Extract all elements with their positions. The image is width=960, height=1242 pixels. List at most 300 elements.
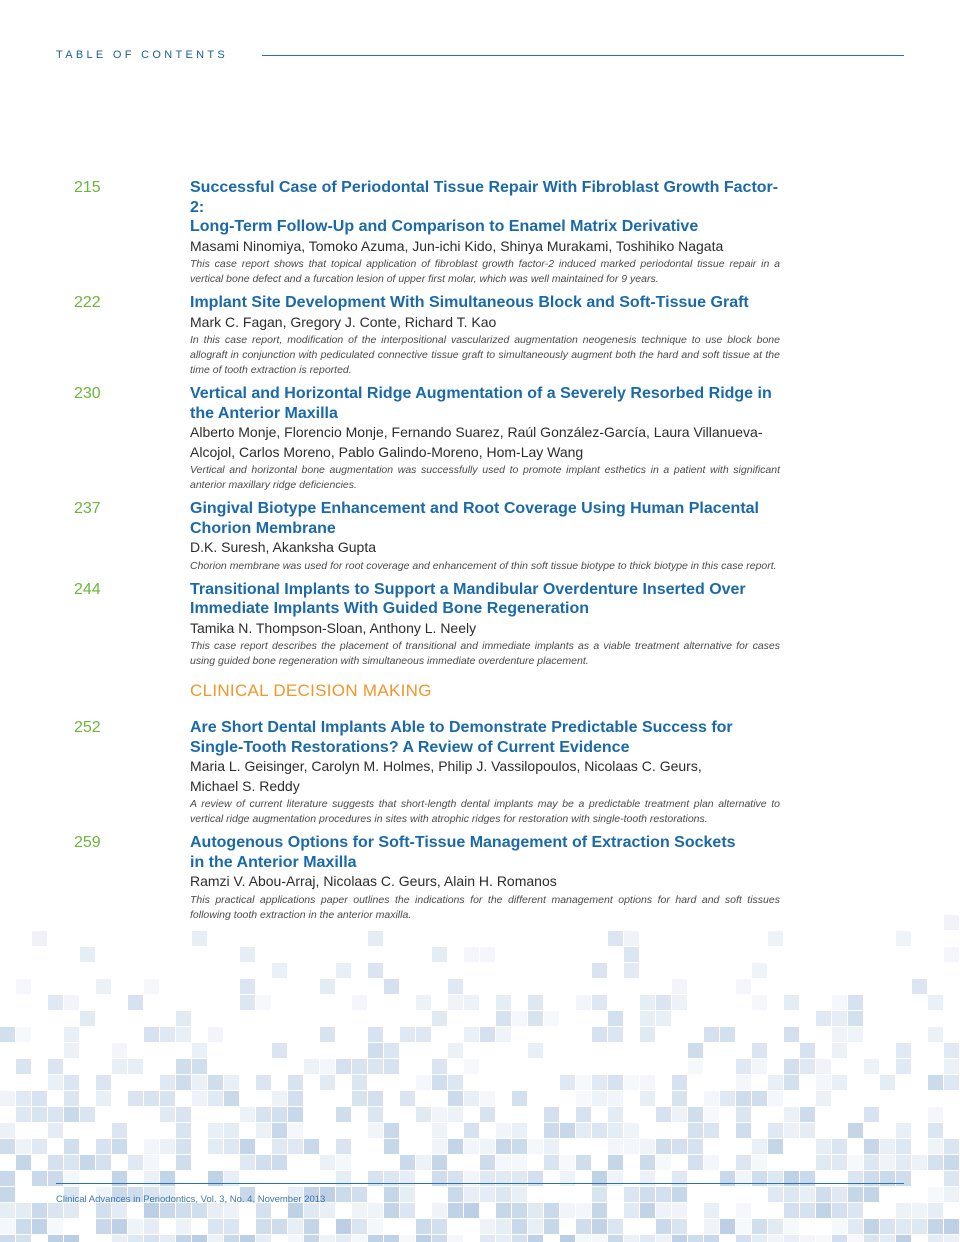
mosaic-tile [128,1091,143,1106]
mosaic-tile [704,1219,719,1234]
mosaic-tile [256,995,271,1010]
mosaic-tile [240,1235,255,1242]
mosaic-tile [336,1059,351,1074]
mosaic-tile [160,1075,175,1090]
entry-body [190,499,780,574]
mosaic-tile [272,1219,287,1234]
mosaic-tile [816,1059,831,1074]
mosaic-tile [384,979,399,994]
mosaic-tile [320,1059,335,1074]
page-number[interactable]: 259 [74,834,101,851]
footer-citation: Clinical Advances in Periodontics, Vol. 3, No. 4, November 2013 [56,1194,326,1205]
mosaic-tile [400,1027,415,1042]
mosaic-tile [544,1011,559,1026]
mosaic-tile [368,1107,383,1122]
mosaic-tile [192,1075,207,1090]
mosaic-tile [496,995,511,1010]
mosaic-tile [784,1203,799,1218]
mosaic-tile [896,1203,911,1218]
mosaic-tile [80,1107,95,1122]
mosaic-tile [192,1043,207,1058]
mosaic-tile [64,1091,79,1106]
mosaic-tile [640,1011,655,1026]
mosaic-tile [720,1091,735,1106]
mosaic-tile [512,1203,527,1218]
mosaic-tile [272,1107,287,1122]
mosaic-tile [432,1139,447,1154]
mosaic-tile [528,1043,543,1058]
mosaic-tile [768,1139,783,1154]
mosaic-tile [208,1091,223,1106]
mosaic-tile [656,1235,671,1242]
mosaic-tile [512,1155,527,1170]
mosaic-tile [448,995,463,1010]
page-number[interactable]: 244 [74,580,101,598]
mosaic-tile [480,1107,495,1122]
mosaic-tile [496,1027,511,1042]
mosaic-tile [16,1139,31,1154]
mosaic-tile [672,1139,687,1154]
mosaic-tile [448,1075,463,1090]
mosaic-tile [176,1011,191,1026]
article-title[interactable]: Vertical and Horizontal Ridge Augmentation of a Severely Resorbed Ridge in the Anterior Maxilla [190,385,772,422]
mosaic-tile [224,1139,239,1154]
mosaic-tile [496,1155,511,1170]
mosaic-tile [672,1235,687,1242]
mosaic-tile [144,1219,159,1234]
mosaic-tile [64,1075,79,1090]
mosaic-tile [640,1235,655,1242]
section-heading: CLINICAL DECISION MAKING [190,681,432,700]
mosaic-tile [0,1139,15,1154]
mosaic-tile [704,1107,719,1122]
mosaic-tile [832,1203,847,1218]
mosaic-tile [304,1059,319,1074]
mosaic-tile [64,1043,79,1058]
mosaic-tile [32,1091,47,1106]
mosaic-tile [528,1011,543,1026]
mosaic-tile [160,1235,175,1242]
mosaic-tile [416,1219,431,1234]
mosaic-tile [928,1123,943,1138]
mosaic-tile [448,1139,463,1154]
mosaic-tile [16,1107,31,1122]
mosaic-tile [384,1059,399,1074]
mosaic-tile [464,1139,479,1154]
article-authors: Tamika N. Thompson-Sloan, Anthony L. Neely [190,619,477,636]
mosaic-tile [336,1155,351,1170]
article-title[interactable]: Autogenous Options for Soft-Tissue Management of Extraction Sockets in the Anterior Maxilla [190,834,736,871]
mosaic-tile [480,1155,495,1170]
mosaic-tile [352,1091,367,1106]
mosaic-tile [656,995,671,1010]
mosaic-tile [704,1235,719,1242]
mosaic-tile [784,1235,799,1242]
mosaic-tile [384,1139,399,1154]
mosaic-tile [48,995,63,1010]
mosaic-tile [896,1059,911,1074]
mosaic-tile [128,1155,143,1170]
mosaic-tile [176,1059,191,1074]
mosaic-tile [368,1219,383,1234]
article-authors: Alberto Monje, Florencio Monje, Fernando Suarez, Raúl González-García, Laura Villanueva- Alcojol, Carlos Moreno, Pablo Galindo-Moreno, Hom-Lay Wang [190,424,763,460]
article-title[interactable]: Implant Site Development With Simultaneous Block and Soft-Tissue Graft [190,294,749,311]
mosaic-tile [848,1123,863,1138]
mosaic-tile [800,1043,815,1058]
mosaic-tile [224,1075,239,1090]
mosaic-tile [432,1155,447,1170]
mosaic-tile [432,1011,447,1026]
mosaic-tile [704,1091,719,1106]
mosaic-tile [176,1203,191,1218]
mosaic-tile [160,1091,175,1106]
mosaic-tile [624,963,639,978]
page-footer [56,1183,904,1205]
mosaic-tile [0,1123,15,1138]
mosaic-tile [608,1219,623,1234]
mosaic-tile [464,1091,479,1106]
mosaic-tile [928,1027,943,1042]
page-number[interactable]: 215 [74,179,101,196]
article-title[interactable]: Transitional Implants to Support a Mandibular Overdenture Inserted Over Immediate Implants With Guided Bone Regeneration [190,580,746,617]
mosaic-tile [368,1123,383,1138]
mosaic-tile [784,995,799,1010]
mosaic-tile [368,1091,383,1106]
mosaic-tile [848,1155,863,1170]
mosaic-tile [16,1091,31,1106]
mosaic-tile [864,1235,879,1242]
page-number[interactable]: 222 [74,294,101,311]
mosaic-tile [912,1155,927,1170]
mosaic-tile [176,1155,191,1170]
mosaic-tile [224,1235,239,1242]
article-abstract: This practical applications paper outlines the indications for the different management options for hard and soft tissues following tooth extraction in the anterior maxilla. [190,893,780,921]
mosaic-tile [928,1187,943,1202]
mosaic-tile [768,931,783,946]
mosaic-tile [816,1075,831,1090]
entry-body [190,718,780,827]
mosaic-tile [208,1123,223,1138]
mosaic-tile [576,995,591,1010]
mosaic-tile [272,1091,287,1106]
mosaic-tile [176,1123,191,1138]
mosaic-tile [928,1219,943,1234]
mosaic-tile [464,947,479,962]
mosaic-tile [224,1123,239,1138]
mosaic-tile [592,1123,607,1138]
mosaic-tile [688,1107,703,1122]
mosaic-tile [384,1043,399,1058]
mosaic-tile [320,1155,335,1170]
mosaic-tile [944,1139,959,1154]
toc-entry[interactable] [0,178,960,287]
mosaic-tile [256,1155,271,1170]
mosaic-tile [0,1203,15,1218]
mosaic-tile [0,1091,15,1106]
mosaic-tile [464,1027,479,1042]
mosaic-tile [832,1219,847,1234]
mosaic-tile [640,1027,655,1042]
mosaic-tile [768,1235,783,1242]
mosaic-tile [48,1107,63,1122]
mosaic-tile [656,1011,671,1026]
mosaic-tile [480,947,495,962]
mosaic-tile [592,995,607,1010]
mosaic-tile [288,1219,303,1234]
mosaic-tile [672,1219,687,1234]
mosaic-tile [512,1219,527,1234]
page-number[interactable]: 230 [74,385,101,402]
mosaic-tile [832,995,847,1010]
mosaic-tile [752,1139,767,1154]
mosaic-tile [208,1139,223,1154]
mosaic-tile [640,1139,655,1154]
mosaic-tile [352,1075,367,1090]
mosaic-tile [176,1235,191,1242]
mosaic-tile [688,1123,703,1138]
mosaic-tile [512,1235,527,1242]
mosaic-tile [480,1219,495,1234]
mosaic-tile [272,1139,287,1154]
mosaic-tile [208,1219,223,1234]
article-title[interactable]: Are Short Dental Implants Able to Demonstrate Predictable Success for Single-Tooth Restorations? A Review of Current Evidence [190,719,733,756]
mosaic-tile [256,1203,271,1218]
table-of-contents [0,178,960,929]
mosaic-tile [672,1091,687,1106]
mosaic-tile [16,1155,31,1170]
mosaic-tile [352,995,367,1010]
mosaic-tile [48,1123,63,1138]
toc-entry[interactable] [0,293,960,378]
mosaic-tile [208,1027,223,1042]
mosaic-tile [448,1091,463,1106]
mosaic-tile [816,1139,831,1154]
mosaic-tile [80,947,95,962]
mosaic-tile [368,1059,383,1074]
mosaic-tile [16,979,31,994]
mosaic-tile [928,1139,943,1154]
mosaic-tile [96,1219,111,1234]
article-authors: D.K. Suresh, Akanksha Gupta [190,539,376,555]
mosaic-tile [736,1059,751,1074]
mosaic-tile [624,1139,639,1154]
mosaic-tile [944,947,959,962]
mosaic-tile [832,1235,847,1242]
mosaic-tile [720,1027,735,1042]
mosaic-tile [384,1123,399,1138]
mosaic-tile [768,1091,783,1106]
mosaic-tile [640,1091,655,1106]
mosaic-tile [288,1123,303,1138]
mosaic-tile [576,1075,591,1090]
mosaic-tile [592,1075,607,1090]
mosaic-tile [880,1235,895,1242]
mosaic-tile [560,1235,575,1242]
page-number[interactable]: 237 [74,500,101,517]
mosaic-tile [224,1203,239,1218]
mosaic-tile [16,1219,31,1234]
mosaic-tile [704,1155,719,1170]
mosaic-tile [624,931,639,946]
mosaic-tile [656,1155,671,1170]
mosaic-tile [512,1011,527,1026]
mosaic-tile [880,1139,895,1154]
mosaic-tile [336,1107,351,1122]
mosaic-tile [736,1203,751,1218]
mosaic-tile [352,1235,367,1242]
mosaic-tile [944,1219,959,1234]
mosaic-tile [112,1203,127,1218]
mosaic-tile [608,1107,623,1122]
mosaic-tile [320,979,335,994]
mosaic-tile [592,1027,607,1042]
mosaic-tile [320,1027,335,1042]
mosaic-tile [672,1107,687,1122]
mosaic-tile [624,1203,639,1218]
mosaic-tile [32,1203,47,1218]
mosaic-tile [928,1203,943,1218]
mosaic-tile [608,1027,623,1042]
mosaic-tile [800,1203,815,1218]
mosaic-tile [288,1139,303,1154]
mosaic-tile [704,1203,719,1218]
toc-entry[interactable] [0,499,960,574]
footer-divider [56,1183,904,1184]
entry-body [190,580,780,670]
mosaic-tile [528,1139,543,1154]
mosaic-tile [112,1219,127,1234]
mosaic-tile [624,1075,639,1090]
mosaic-tile [608,1011,623,1026]
mosaic-tile [560,1203,575,1218]
mosaic-tile [208,1203,223,1218]
mosaic-tile [192,1203,207,1218]
mosaic-tile [48,1219,63,1234]
mosaic-tile [32,1139,47,1154]
mosaic-tile [240,1139,255,1154]
mosaic-tile [416,1235,431,1242]
mosaic-tile [0,1027,15,1042]
mosaic-tile [288,1203,303,1218]
mosaic-tile [432,1075,447,1090]
mosaic-tile [96,979,111,994]
mosaic-tile [48,1203,63,1218]
mosaic-tile [688,1139,703,1154]
mosaic-tile [272,1123,287,1138]
mosaic-tile [720,1219,735,1234]
mosaic-tile [880,1155,895,1170]
article-abstract: This case report shows that topical application of fibroblast growth factor-2 induced marked periodontal tissue repair in a vertical bone defect and a furcation lesion of upper first molar, which was well maintained for 9 years. [190,258,780,285]
mosaic-tile [784,1123,799,1138]
mosaic-tile [144,1027,159,1042]
mosaic-tile [560,1155,575,1170]
mosaic-tile [592,1091,607,1106]
mosaic-tile [64,1203,79,1218]
section-label: TABLE OF CONTENTS [56,49,229,61]
mosaic-tile [624,1235,639,1242]
mosaic-tile [32,1219,47,1234]
toc-entry[interactable] [0,384,960,493]
mosaic-tile [672,995,687,1010]
page-header [56,49,904,63]
mosaic-tile [320,1203,335,1218]
mosaic-tile [608,1139,623,1154]
mosaic-tile [64,1155,79,1170]
article-abstract: This case report describes the placement of transitional and immediate implants as a viable treatment alternative for cases using guided bone regeneration with simultaneous immediate overdenture placement. [190,640,780,667]
mosaic-tile [736,1123,751,1138]
toc-entry[interactable] [0,580,960,670]
mosaic-tile [304,1139,319,1154]
mosaic-tile [608,1155,623,1170]
mosaic-tile [816,1091,831,1106]
mosaic-tile [368,1043,383,1058]
mosaic-tile [48,1075,63,1090]
mosaic-tile [160,1139,175,1154]
mosaic-tile [480,1235,495,1242]
mosaic-tile [928,1235,943,1242]
mosaic-tile [832,1011,847,1026]
mosaic-tile [656,1107,671,1122]
mosaic-tile [96,1203,111,1218]
mosaic-tile [928,995,943,1010]
mosaic-tile [848,1219,863,1234]
mosaic-tile [880,1219,895,1234]
mosaic-tile [128,1059,143,1074]
mosaic-tile [944,1059,959,1074]
mosaic-tile [464,995,479,1010]
mosaic-tile [448,1107,463,1122]
article-title[interactable]: Successful Case of Periodontal Tissue Repair With Fibroblast Growth Factor-2: Long-Term Follow-Up and Comparison to Enamel Matrix Derivative [190,179,779,235]
mosaic-tile [240,979,255,994]
mosaic-tile [384,1235,399,1242]
mosaic-tile [32,1107,47,1122]
mosaic-tile [416,1107,431,1122]
mosaic-tile [64,1235,79,1242]
mosaic-tile [528,995,543,1010]
mosaic-tile [592,1219,607,1234]
mosaic-tile [704,1123,719,1138]
mosaic-tile [16,1235,31,1242]
mosaic-tile [896,1139,911,1154]
toc-entry[interactable] [0,833,960,923]
mosaic-tile [144,979,159,994]
mosaic-tile [448,1235,463,1242]
mosaic-tile [544,1155,559,1170]
mosaic-tile [848,1027,863,1042]
mosaic-tile [400,1155,415,1170]
toc-entry[interactable] [0,718,960,827]
mosaic-tile [240,1155,255,1170]
mosaic-tile [256,1219,271,1234]
mosaic-tile [192,1235,207,1242]
article-title[interactable]: Gingival Biotype Enhancement and Root Coverage Using Human Placental Chorion Membrane [190,500,759,537]
mosaic-tile [304,1219,319,1234]
mosaic-tile [800,1059,815,1074]
mosaic-tile [160,1203,175,1218]
mosaic-tile [736,1107,751,1122]
page-number[interactable]: 252 [74,719,101,736]
mosaic-tile [848,1235,863,1242]
mosaic-tile [160,1107,175,1122]
mosaic-tile [64,1107,79,1122]
mosaic-tile [768,1123,783,1138]
mosaic-tile [432,1123,447,1138]
mosaic-tile [384,1203,399,1218]
mosaic-tile [240,995,255,1010]
mosaic-tile [176,1139,191,1154]
mosaic-tile [864,1155,879,1170]
article-abstract: A review of current literature suggests that short-length dental implants may be a predictable treatment plan alternative to vertical ridge augmentation procedures in sites with atrophic ridges for restoration with single-tooth restorations. [190,798,780,825]
